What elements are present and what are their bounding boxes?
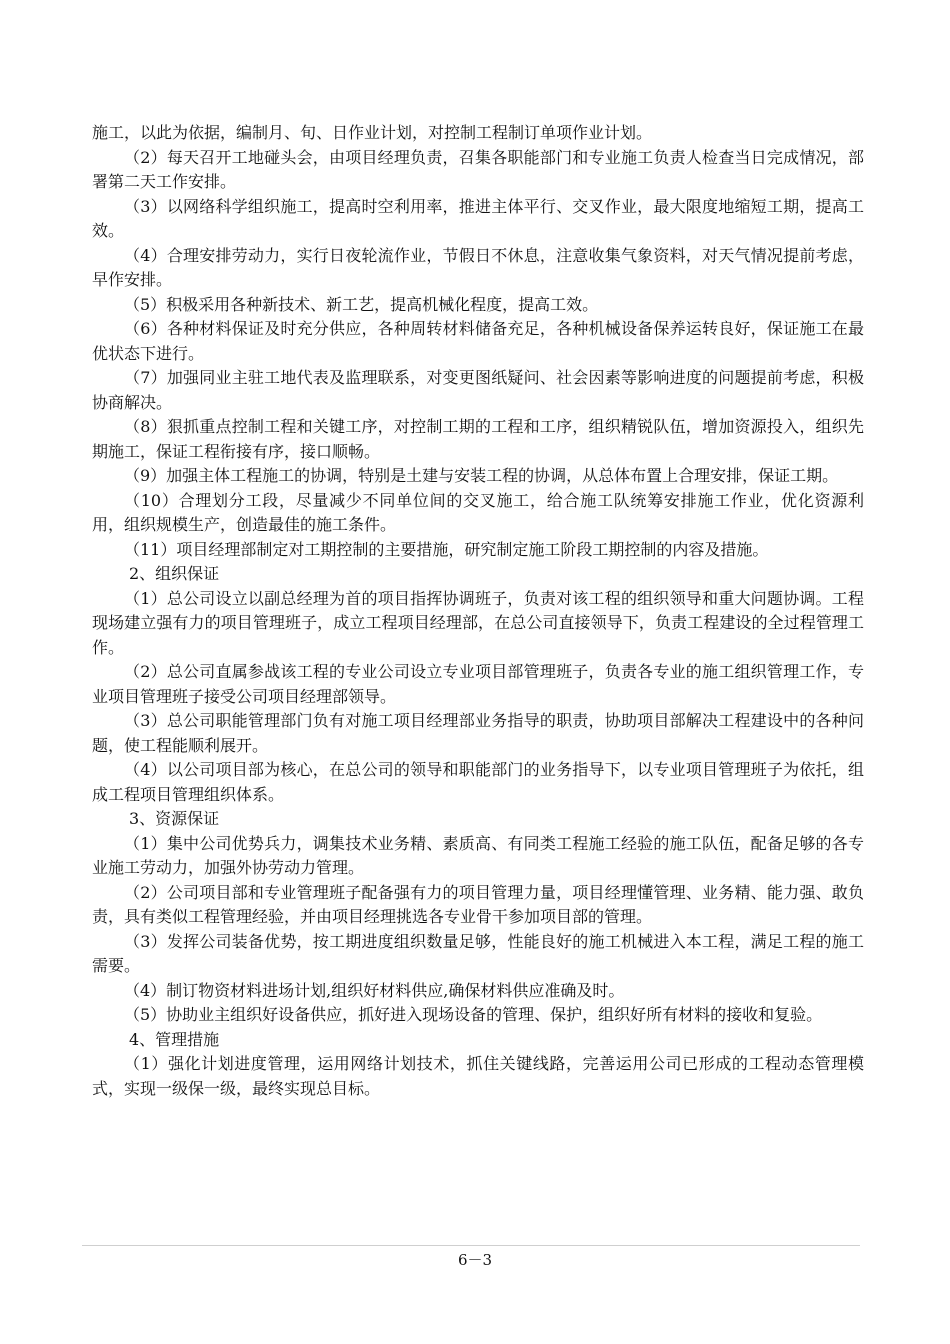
paragraph: （2）总公司直属参战该工程的专业公司设立专业项目部管理班子，负责各专业的施工组织管理工作，专业项目管理班子接受公司项目经理部领导。 bbox=[92, 662, 864, 706]
paragraph: （5）协助业主组织好设备供应，抓好进入现场设备的管理、保护，组织好所有材料的接收和复验。 bbox=[124, 1005, 823, 1024]
paragraph: （2）每天召开工地碰头会，由项目经理负责，召集各职能部门和专业施工负责人检查当日完成情况，部署第二天工作安排。 bbox=[92, 147, 864, 191]
paragraph: （6）各种材料保证及时充分供应，各种周转材料储备充足，各种机械设备保养运转良好，保证施工在最优状态下进行。 bbox=[92, 319, 864, 363]
paragraph: （1）集中公司优势兵力，调集技术业务精、素质高、有同类工程施工经验的施工队伍，配备足够的各专业施工劳动力，加强外协劳动力管理。 bbox=[92, 833, 864, 877]
paragraph: （1）强化计划进度管理，运用网络计划技术，抓住关键线路，完善运用公司已形成的工程动态管理模式，实现一级保一级，最终实现总目标。 bbox=[92, 1054, 864, 1098]
paragraph: （7）加强同业主驻工地代表及监理联系，对变更图纸疑问、社会因素等影响进度的问题提前考虑，积极协商解决。 bbox=[92, 368, 864, 412]
paragraph: 施工，以此为依据，编制月、旬、日作业计划，对控制工程制订单项作业计划。 bbox=[92, 123, 653, 142]
paragraph: （4）制订物资材料进场计划,组织好材料供应,确保材料供应准确及时。 bbox=[124, 980, 625, 1000]
paragraph: （4）以公司项目部为核心，在总公司的领导和职能部门的业务指导下，以专业项目管理班子为依托，组成工程项目管理组织体系。 bbox=[92, 760, 864, 804]
paragraph: （9）加强主体工程施工的协调，特别是土建与安装工程的协调，从总体布置上合理安排，保证工期。 bbox=[124, 466, 839, 485]
paragraph: （3）总公司职能管理部门负有对施工项目经理部业务指导的职责，协助项目部解决工程建设中的各种问题，使工程能顺利展开。 bbox=[92, 711, 864, 755]
paragraph: （3）发挥公司装备优势，按工期进度组织数量足够，性能良好的施工机械进入本工程，满足工程的施工需要。 bbox=[92, 931, 864, 975]
section-heading: 3、资源保证 bbox=[129, 809, 220, 828]
paragraph: （4）合理安排劳动力，实行日夜轮流作业，节假日不休息，注意收集气象资料，对天气情况提前考虑，早作安排。 bbox=[92, 245, 864, 289]
footer-divider bbox=[82, 1245, 860, 1246]
section-heading: 4、管理措施 bbox=[129, 1029, 220, 1049]
section-heading: 2、组织保证 bbox=[129, 564, 220, 583]
paragraph: （11）项目经理部制定对工期控制的主要措施，研究制定施工阶段工期控制的内容及措施。 bbox=[124, 539, 769, 559]
document-body bbox=[92, 121, 864, 1101]
paragraph: （2）公司项目部和专业管理班子配备强有力的项目管理力量，项目经理懂管理、业务精、能力强、敢负责，具有类似工程管理经验，并由项目经理挑选各专业骨干参加项目部的管理。 bbox=[92, 882, 864, 926]
paragraph: （5）积极采用各种新技术、新工艺，提高机械化程度，提高工效。 bbox=[124, 294, 599, 314]
paragraph: （3）以网络科学组织施工，提高时空利用率，推进主体平行、交叉作业，最大限度地缩短工期，提高工效。 bbox=[92, 196, 864, 240]
page-number: 6－3 bbox=[457, 1251, 493, 1269]
paragraph: （1）总公司设立以副总经理为首的项目指挥协调班子，负责对该工程的组织领导和重大问题协调。工程现场建立强有力的项目管理班子，成立工程项目经理部，在总公司直接领导下，负责工程建设的全过程管理工作。 bbox=[92, 588, 864, 657]
paragraph: （10）合理划分工段，尽量减少不同单位间的交叉施工，给合施工队统筹安排施工作业，优化资源利用，组织规模生产，创造最佳的施工条件。 bbox=[92, 490, 864, 534]
paragraph: （8）狠抓重点控制工程和关键工序，对控制工期的工程和工序，组织精锐队伍，增加资源投入，组织先期施工，保证工程衔接有序，接口顺畅。 bbox=[92, 417, 864, 461]
